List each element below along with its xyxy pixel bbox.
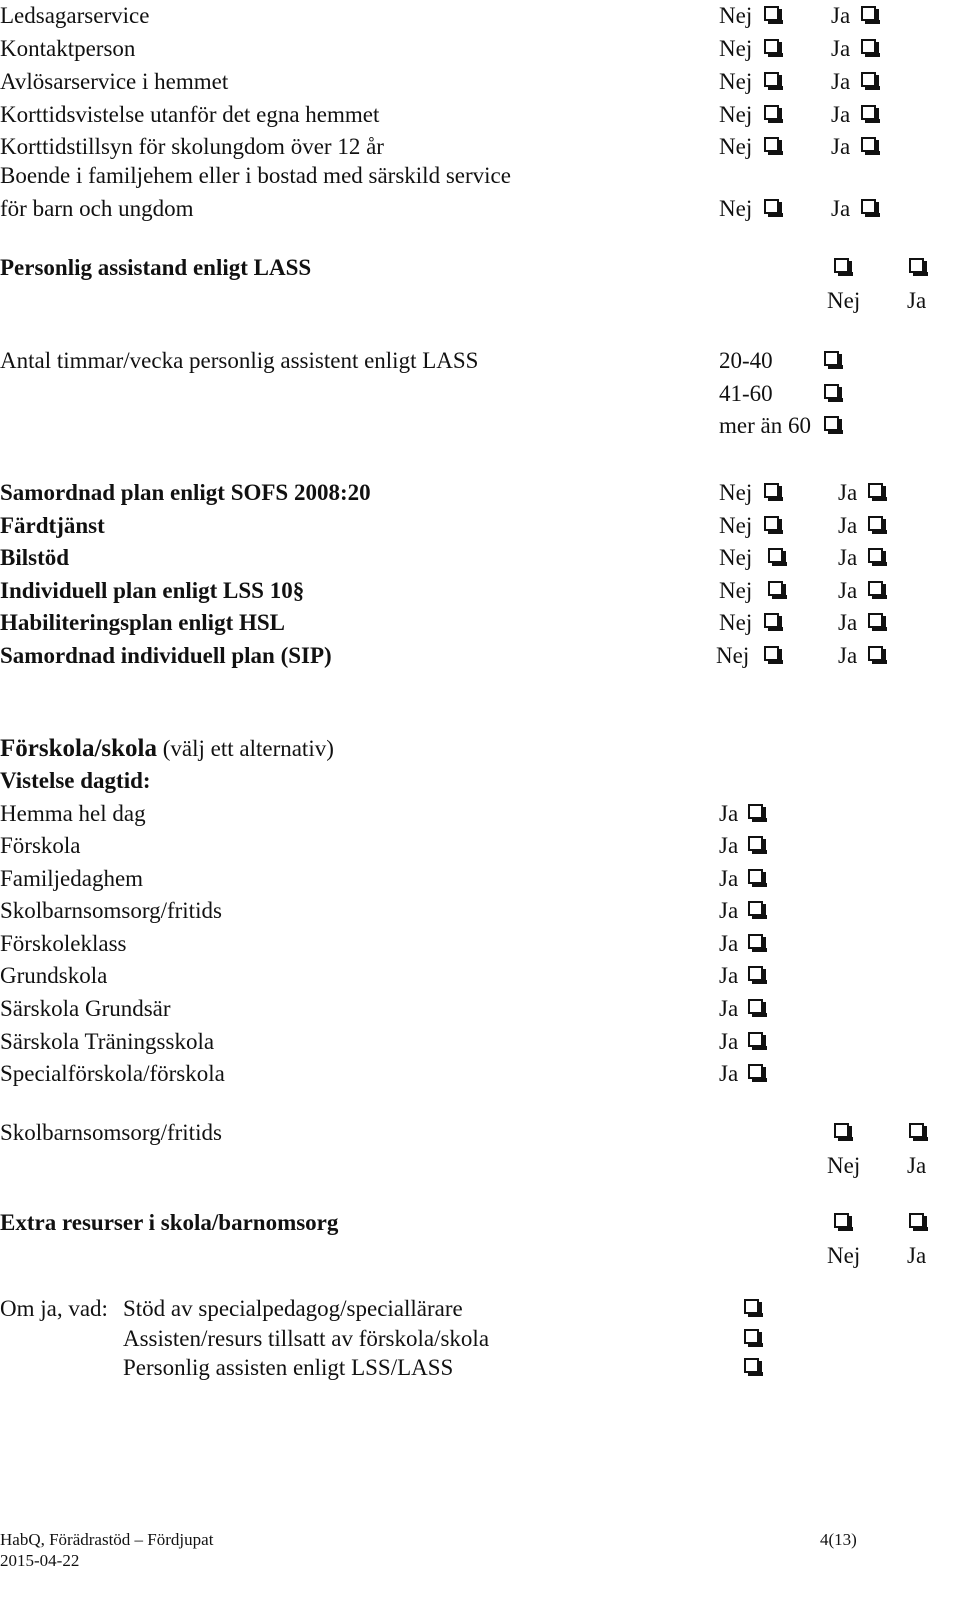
nej-checkbox[interactable] — [764, 105, 779, 120]
ja-label: Ja — [831, 134, 851, 159]
nej-checkbox[interactable] — [764, 199, 779, 214]
ja-checkbox[interactable] — [748, 934, 763, 949]
nej-label: Nej — [719, 196, 753, 221]
personal-assistance-label: Personlig assistand enligt LASS — [0, 255, 312, 280]
ja-label: Ja — [719, 801, 739, 826]
ja-label: Ja — [838, 610, 858, 635]
nej-label: Nej — [716, 643, 750, 668]
school-option-label: Skolbarnsomsorg/fritids — [0, 898, 222, 923]
ja-label: Ja — [838, 513, 858, 538]
nej-label: Nej — [719, 36, 753, 61]
ja-checkbox[interactable] — [748, 1032, 763, 1047]
school-option-label: Grundskola — [0, 963, 108, 988]
school-option-label: Särskola Grundsär — [0, 996, 171, 1021]
ja-checkbox[interactable] — [868, 613, 883, 628]
ja-checkbox[interactable] — [748, 869, 763, 884]
school-heading: Förskola/skola — [0, 735, 157, 762]
school-option-label: Särskola Träningsskola — [0, 1029, 215, 1054]
nej-checkbox[interactable] — [768, 548, 783, 563]
nej-label: Nej — [719, 134, 753, 159]
ja-checkbox[interactable] — [868, 548, 883, 563]
service-label: Korttidstillsyn för skolungdom över 12 år — [0, 134, 384, 159]
ja-checkbox[interactable] — [861, 39, 876, 54]
ja-checkbox[interactable] — [748, 901, 763, 916]
plan-label: Habiliteringsplan enligt HSL — [0, 610, 285, 635]
ja-label: Ja — [838, 480, 858, 505]
nej-checkbox[interactable] — [834, 1213, 849, 1228]
ja-label: Ja — [719, 1029, 739, 1054]
nej-checkbox[interactable] — [764, 72, 779, 87]
nej-label: Nej — [719, 513, 753, 538]
ja-label: Ja — [719, 866, 739, 891]
hours-checkbox[interactable] — [824, 384, 839, 399]
ja-label: Ja — [831, 196, 851, 221]
nej-label: Nej — [719, 610, 753, 635]
hours-checkbox[interactable] — [824, 351, 839, 366]
nej-checkbox[interactable] — [764, 39, 779, 54]
footer-title: HabQ, Förädrastöd – Fördjupat — [0, 1530, 214, 1549]
service-label: Kontaktperson — [0, 36, 136, 61]
ja-checkbox[interactable] — [748, 966, 763, 981]
plan-label: Bilstöd — [0, 545, 70, 570]
ja-checkbox[interactable] — [868, 581, 883, 596]
service-label: för barn och ungdom — [0, 196, 194, 221]
nej-label: Nej — [719, 480, 753, 505]
ja-checkbox[interactable] — [861, 105, 876, 120]
if-yes-option-label: Stöd av specialpedagog/speciallärare — [123, 1296, 463, 1321]
nej-checkbox[interactable] — [834, 258, 849, 273]
ja-label: Ja — [719, 833, 739, 858]
if-yes-option-label: Personlig assisten enligt LSS/LASS — [123, 1355, 454, 1380]
school-option-label: Förskoleklass — [0, 931, 127, 956]
hours-label: Antal timmar/vecka personlig assistent enligt LASS — [0, 348, 479, 373]
ja-checkbox[interactable] — [861, 72, 876, 87]
ja-label: Ja — [831, 3, 851, 28]
after-school-label: Skolbarnsomsorg/fritids — [0, 1120, 222, 1145]
service-label: Korttidsvistelse utanför det egna hemmet — [0, 102, 380, 127]
nej-checkbox[interactable] — [764, 6, 779, 21]
ja-checkbox[interactable] — [748, 1064, 763, 1079]
ja-checkbox[interactable] — [748, 999, 763, 1014]
hours-option-label: mer än 60 — [719, 413, 811, 438]
if-yes-checkbox[interactable] — [744, 1299, 759, 1314]
extra-resources-label: Extra resurser i skola/barnomsorg — [0, 1210, 339, 1235]
ja-label: Ja — [907, 1243, 927, 1268]
ja-checkbox[interactable] — [868, 483, 883, 498]
footer-date: 2015-04-22 — [0, 1551, 80, 1570]
if-yes-prefix: Om ja, vad: — [0, 1296, 108, 1321]
hours-option-label: 20-40 — [719, 348, 773, 373]
ja-label: Ja — [719, 898, 739, 923]
ja-checkbox[interactable] — [909, 258, 924, 273]
nej-checkbox[interactable] — [834, 1123, 849, 1138]
service-label: Avlösarservice i hemmet — [0, 69, 229, 94]
nej-label: Nej — [719, 545, 753, 570]
if-yes-checkbox[interactable] — [744, 1329, 759, 1344]
hours-option-label: 41-60 — [719, 381, 773, 406]
ja-label: Ja — [907, 288, 927, 313]
ja-checkbox[interactable] — [868, 646, 883, 661]
nej-checkbox[interactable] — [764, 613, 779, 628]
school-heading-note: (välj ett alternativ) — [162, 736, 334, 761]
school-option-label: Familjedaghem — [0, 866, 144, 891]
nej-label: Nej — [827, 1153, 861, 1178]
nej-checkbox[interactable] — [764, 516, 779, 531]
nej-label: Nej — [719, 578, 753, 603]
school-option-label: Specialförskola/förskola — [0, 1061, 225, 1086]
ja-checkbox[interactable] — [748, 804, 763, 819]
ja-label: Ja — [831, 102, 851, 127]
footer-page-number: 4(13) — [820, 1530, 857, 1549]
ja-label: Ja — [838, 578, 858, 603]
if-yes-checkbox[interactable] — [744, 1358, 759, 1373]
nej-label: Nej — [719, 69, 753, 94]
ja-checkbox[interactable] — [861, 6, 876, 21]
ja-checkbox[interactable] — [909, 1123, 924, 1138]
nej-checkbox[interactable] — [764, 483, 779, 498]
ja-label: Ja — [838, 643, 858, 668]
daytime-heading: Vistelse dagtid: — [0, 768, 151, 793]
nej-checkbox[interactable] — [764, 137, 779, 152]
nej-label: Nej — [719, 3, 753, 28]
ja-label: Ja — [831, 69, 851, 94]
service-label: Ledsagarservice — [0, 3, 150, 28]
nej-checkbox[interactable] — [764, 646, 779, 661]
nej-label: Nej — [827, 1243, 861, 1268]
school-heading-row — [0, 736, 334, 761]
plan-label: Individuell plan enligt LSS 10§ — [0, 578, 305, 603]
ja-label: Ja — [907, 1153, 927, 1178]
ja-label: Ja — [719, 1061, 739, 1086]
plan-label: Färdtjänst — [0, 513, 105, 538]
ja-checkbox[interactable] — [909, 1213, 924, 1228]
ja-label: Ja — [719, 963, 739, 988]
ja-label: Ja — [831, 36, 851, 61]
nej-label: Nej — [719, 102, 753, 127]
school-option-label: Förskola — [0, 833, 81, 858]
nej-checkbox[interactable] — [768, 581, 783, 596]
ja-checkbox[interactable] — [748, 836, 763, 851]
service-label: Boende i familjehem eller i bostad med särskild service — [0, 163, 511, 188]
ja-label: Ja — [719, 931, 739, 956]
ja-checkbox[interactable] — [868, 516, 883, 531]
nej-label: Nej — [827, 288, 861, 313]
plan-label: Samordnad plan enligt SOFS 2008:20 — [0, 480, 371, 505]
ja-label: Ja — [838, 545, 858, 570]
hours-checkbox[interactable] — [824, 416, 839, 431]
ja-checkbox[interactable] — [861, 199, 876, 214]
school-option-label: Hemma hel dag — [0, 801, 146, 826]
ja-label: Ja — [719, 996, 739, 1021]
plan-label: Samordnad individuell plan (SIP) — [0, 643, 332, 668]
if-yes-option-label: Assisten/resurs tillsatt av förskola/skola — [123, 1326, 490, 1351]
ja-checkbox[interactable] — [861, 137, 876, 152]
